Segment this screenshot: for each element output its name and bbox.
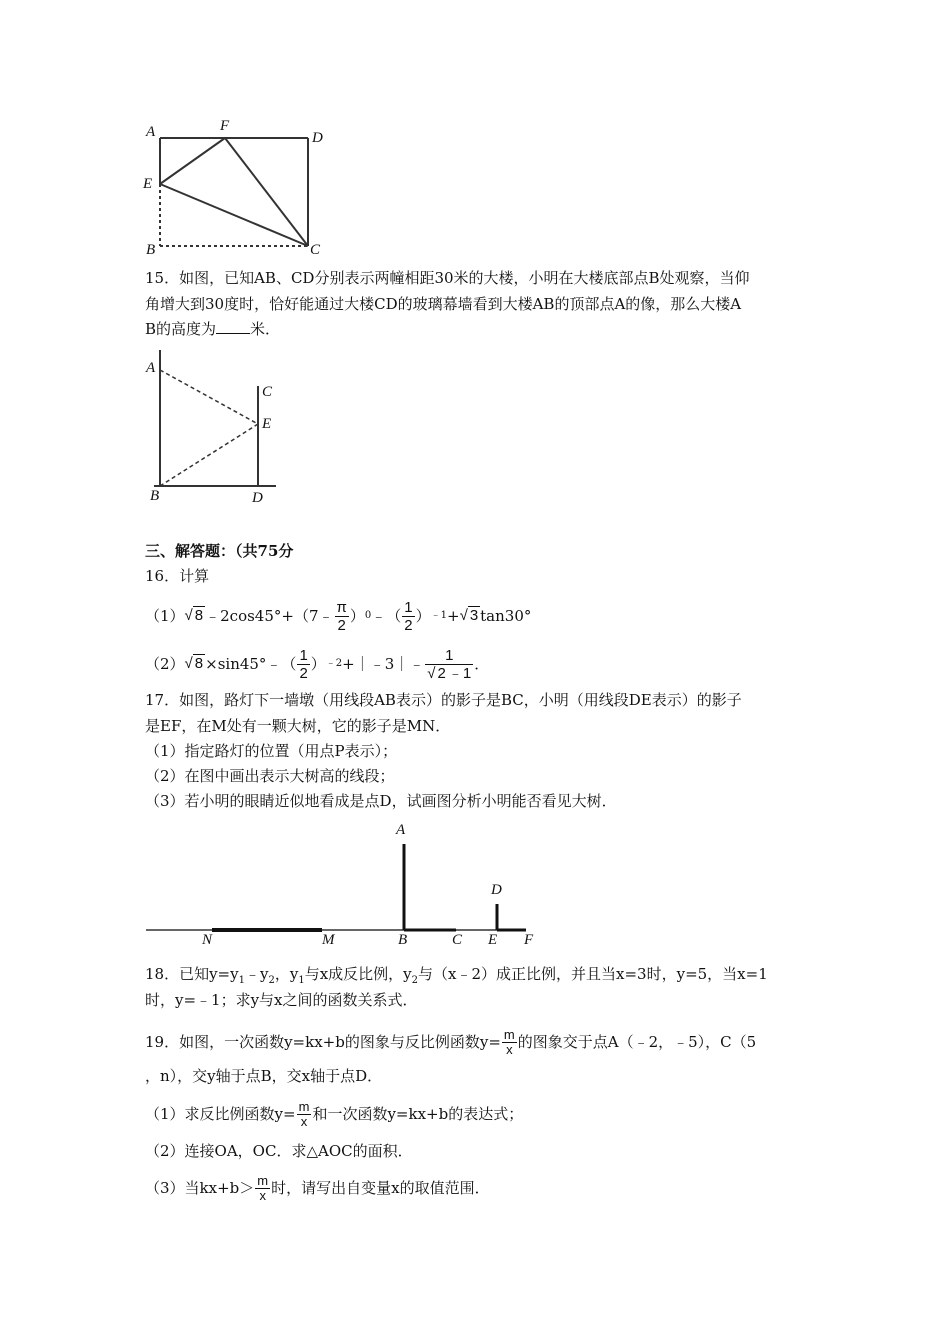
expr-text: ） (415, 607, 431, 625)
expr-text: +｜﹣3｜﹣ (342, 655, 425, 673)
label-m: M (322, 932, 335, 948)
q16-part1 (145, 594, 531, 638)
label-c: C (262, 384, 273, 400)
q16-part2 (145, 641, 489, 687)
q17-line1: 17．如图，路灯下一墙墩（用线段AB表示）的影子是BC，小明（用线段DE表示）的影子 (145, 691, 742, 709)
label-f: F (524, 932, 534, 948)
text: 时，请写出自变量x的取值范围． (271, 1179, 490, 1197)
q18-line2: 时，y=﹣1；求y与x之间的函数关系式． (145, 991, 418, 1009)
text: 的图象交于点A（﹣2，﹣5），C（5 (517, 1033, 757, 1051)
sightline-ae (160, 370, 258, 424)
label-b: B (150, 488, 160, 504)
q19-line1 (145, 1022, 756, 1062)
q17-line2: 是EF，在M处有一颗大树，它的影子是MN． (145, 717, 451, 735)
expr-text: ） (310, 655, 326, 673)
answer-blank (216, 319, 250, 334)
label-a: A (146, 124, 156, 140)
fraction-one-half: $\frac{1}{2}$ (299, 646, 308, 682)
text: 和一次函数y=kx+b的表达式； (312, 1105, 524, 1123)
text: 与（x﹣2）成正比例，并且当x=3时，y=5，当x=1 (418, 965, 768, 983)
segment-ec (160, 184, 308, 246)
text: 19．如图，一次函数y=kx+b的图象与反比例函数y= (145, 1033, 501, 1051)
label-a: A (396, 822, 406, 838)
segment-ef (160, 138, 225, 184)
q19-sub1 (145, 1094, 523, 1134)
q17-sub2: （2）在图中画出表示大树高的线段； (145, 767, 395, 785)
label-e: E (143, 176, 153, 192)
subscript: 2 (268, 975, 275, 986)
exponent: ﹣2 (325, 658, 343, 669)
text: （1）求反比例函数y= (145, 1105, 296, 1123)
q17-sub3: （3）若小明的眼睛近似地看成是点D，试画图分析小明能否看见大树． (145, 792, 617, 810)
exponent: ﹣1 (430, 610, 447, 621)
text: ，y (274, 965, 299, 983)
figure-q17 (140, 820, 550, 952)
text: （3）当kx+b＞ (145, 1179, 255, 1197)
q16-title: 16．计算 (145, 567, 210, 585)
label-d: D (252, 490, 263, 506)
fraction-m-over-x: $\frac{m}{x}$ (503, 1026, 515, 1057)
part-label: （1） (145, 607, 185, 625)
segment-fc (225, 138, 308, 246)
sqrt-8: √ 8 (184, 607, 204, 624)
label-c: C (310, 242, 321, 258)
sqrt-8: √ 8 (184, 655, 204, 672)
label-n: N (202, 932, 213, 948)
label-e: E (488, 932, 498, 948)
expr-text: ×sin45°﹣（ (205, 655, 297, 673)
sightline-be (160, 424, 258, 486)
text: 18．已知y=y (145, 965, 239, 983)
label-f: F (220, 118, 230, 134)
q15-line3-pre: B的高度为 (145, 320, 217, 338)
label-b: B (146, 242, 156, 258)
figure-q15 (140, 346, 290, 510)
expr-text: ﹣（ (371, 607, 402, 625)
figure-q14 (140, 118, 340, 263)
subscript: 1 (238, 975, 245, 986)
part-label: （2） (145, 655, 185, 673)
expr-text: tan30° (480, 607, 532, 625)
label-c: C (452, 932, 463, 948)
q19-sub3 (145, 1168, 490, 1208)
q19-sub2: （2）连接OA，OC．求△AOC的面积． (145, 1142, 413, 1160)
subscript: 1 (298, 975, 305, 986)
expr-text: ） (349, 607, 365, 625)
q15-line1: 15．如图，已知AB、CD分别表示两幢相距30米的大楼，小明在大楼底部点B处观察，当仰 (145, 269, 750, 287)
q19-line2: ，n），交y轴于点B，交x轴于点D． (145, 1067, 383, 1085)
label-a: A (146, 360, 156, 376)
q18-line1 (145, 964, 768, 991)
label-b: B (398, 932, 408, 948)
exponent: 0 (364, 610, 372, 621)
q15-line3 (145, 319, 280, 339)
text: 与x成反比例，y (304, 965, 412, 983)
subscript: 2 (411, 975, 419, 986)
fraction-pi-over-2: $\frac{\pi}{2}$ (336, 598, 347, 634)
expr-text: ． (474, 655, 490, 673)
label-d: D (491, 882, 502, 898)
q17-sub1: （1）指定路灯的位置（用点P表示）； (145, 742, 398, 760)
q15-line2: 角增大到30度时，恰好能通过大楼CD的玻璃幕墙看到大楼AB的顶部点A的像，那么大楼A (145, 295, 742, 313)
fraction-m-over-x: $\frac{m}{x}$ (257, 1172, 269, 1203)
label-d: D (312, 130, 323, 146)
label-e: E (262, 416, 272, 432)
expr-text: ﹣2cos45°+（7﹣ (205, 607, 334, 625)
q15-line3-post: 米． (250, 320, 281, 338)
expr-text: + (447, 607, 460, 625)
fraction-m-over-x: $\frac{m}{x}$ (298, 1098, 310, 1129)
fraction-one-half: $\frac{1}{2}$ (404, 598, 413, 634)
section-heading: 三、解答题：（共75分 (145, 542, 294, 560)
fraction-one-over-sqrt2-minus-1: $\frac{1}{√ 2 ﹣1}$ (427, 646, 472, 682)
sqrt-3: √ 3 (459, 607, 479, 624)
text: ﹣y (244, 965, 269, 983)
